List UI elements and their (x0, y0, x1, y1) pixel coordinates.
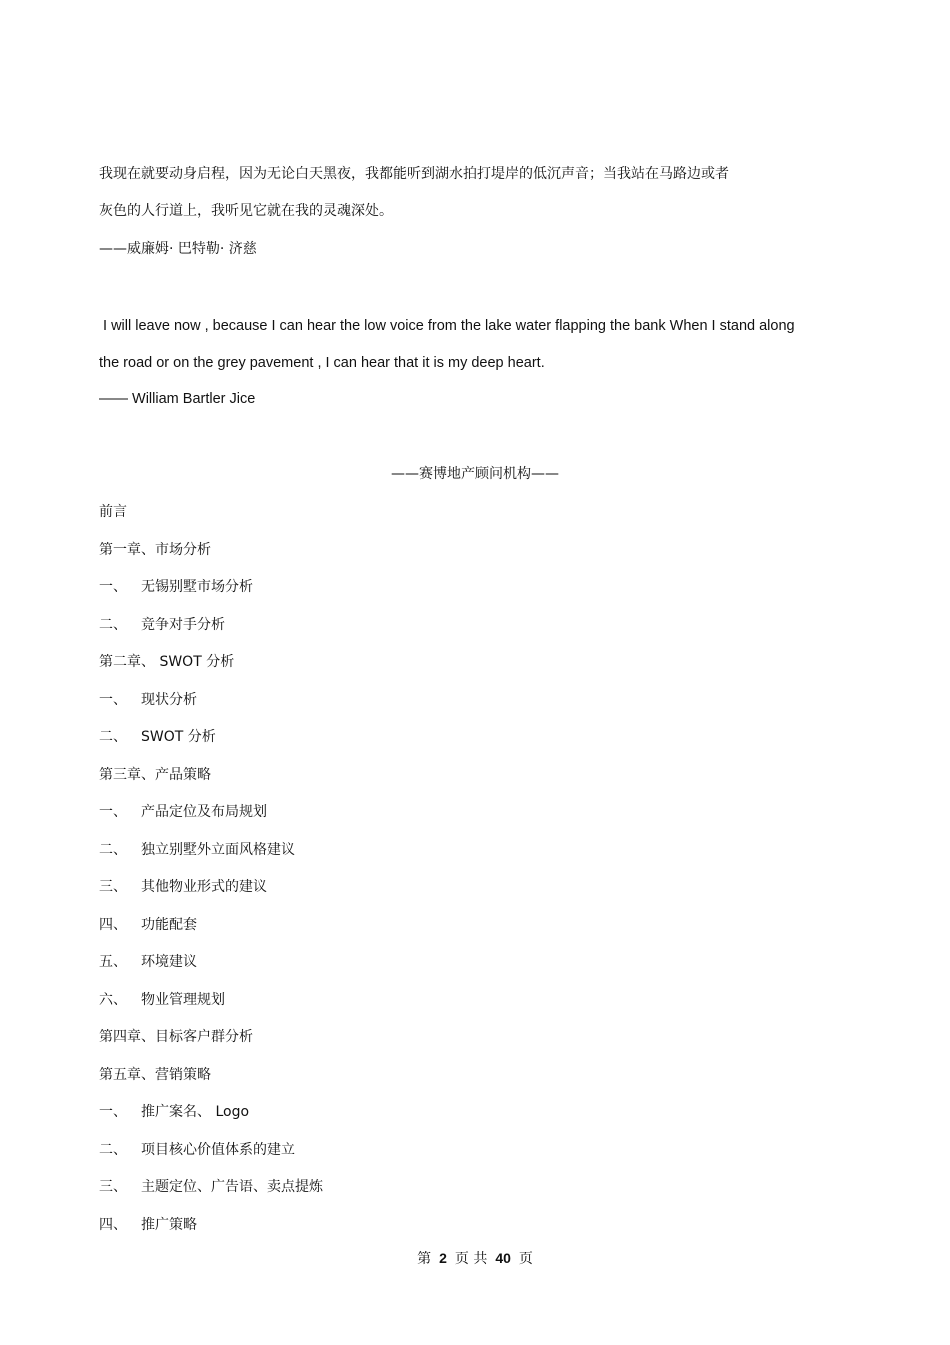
toc-item-text: 前言 (99, 504, 127, 520)
footer-page-number: 2 (439, 1250, 447, 1266)
toc-item-text: 现状分析 (141, 692, 197, 708)
toc-item-number: 四、 (99, 917, 127, 933)
toc-item-text: 推广案名、 Logo (141, 1104, 250, 1120)
toc-item-number: 三、 (99, 1179, 127, 1195)
toc-item (99, 541, 211, 559)
toc-item-text: 环境建议 (141, 954, 197, 970)
toc-item-text: 第四章、目标客户群分析 (99, 1029, 253, 1045)
toc-item (99, 1103, 249, 1121)
toc-item-number: 二、 (99, 729, 127, 745)
toc-item-text: SWOT 分析 (141, 729, 216, 745)
toc-item-text: 产品定位及布局规划 (141, 804, 267, 820)
quote-cn-author: ——威廉姆· 巴特勒· 济慈 (99, 241, 257, 257)
toc-item-text: 推广策略 (141, 1217, 197, 1233)
toc-item (99, 1028, 253, 1046)
toc-item-number: 二、 (99, 1142, 127, 1158)
toc-item (99, 1066, 211, 1084)
toc-item (99, 1216, 197, 1234)
toc-item-number: 四、 (99, 1217, 127, 1233)
toc-item-number: 五、 (99, 954, 127, 970)
footer-mid: 页 共 (454, 1251, 488, 1267)
toc-item-number: 二、 (99, 617, 127, 633)
toc-item (99, 803, 267, 821)
toc-item-text: 独立别墅外立面风格建议 (141, 842, 295, 858)
page-footer (0, 1249, 950, 1268)
footer-total-pages: 40 (495, 1250, 511, 1266)
toc-item (99, 766, 211, 784)
toc-item-text: 第二章、 SWOT 分析 (99, 654, 235, 670)
toc-item-text: 功能配套 (141, 917, 197, 933)
organization-name: ——赛博地产顾问机构—— (391, 466, 559, 482)
toc-item (99, 878, 267, 896)
quote-cn-line-2: 灰色的人行道上，我听见它就在我的灵魂深处。 (99, 203, 393, 219)
toc-item (99, 953, 197, 971)
toc-item (99, 503, 127, 521)
footer-prefix: 第 (417, 1251, 432, 1267)
toc-item-number: 三、 (99, 879, 127, 895)
toc-item-text: 主题定位、广告语、卖点提炼 (141, 1179, 323, 1195)
quote-en-line-2: the road or on the grey pavement , I can hear that it is my deep heart. (99, 355, 545, 371)
toc-item (99, 728, 216, 746)
toc-item (99, 916, 197, 934)
quote-en-line-1: I will leave now , because I can hear the low voice from the lake water flapping the bank When I stand along (99, 318, 795, 334)
toc-item (99, 1141, 295, 1159)
toc-item-text: 竞争对手分析 (141, 617, 225, 633)
toc-item-number: 二、 (99, 842, 127, 858)
toc-item (99, 991, 225, 1009)
toc-item-text: 无锡别墅市场分析 (141, 579, 253, 595)
toc-item (99, 1178, 323, 1196)
quote-cn-line-1: 我现在就要动身启程，因为无论白天黑夜，我都能听到湖水拍打堤岸的低沉声音；当我站在马路边或者 (99, 166, 729, 182)
toc-item (99, 616, 225, 634)
toc-item (99, 691, 197, 709)
toc-item (99, 841, 295, 859)
toc-item (99, 653, 234, 671)
toc-item-text: 项目核心价值体系的建立 (141, 1142, 295, 1158)
footer-suffix: 页 (518, 1251, 533, 1267)
toc-item-text: 其他物业形式的建议 (141, 879, 267, 895)
toc-item-number: 六、 (99, 992, 127, 1008)
toc-item-number: 一、 (99, 804, 127, 820)
toc-item-number: 一、 (99, 692, 127, 708)
quote-en-author: —— William Bartler Jice (99, 391, 256, 407)
toc-item-text: 物业管理规划 (141, 992, 225, 1008)
toc-item-number: 一、 (99, 579, 127, 595)
toc-item-text: 第一章、市场分析 (99, 542, 211, 558)
toc-item-text: 第三章、产品策略 (99, 767, 211, 783)
toc-item-text: 第五章、营销策略 (99, 1067, 211, 1083)
toc-item (99, 578, 253, 596)
toc-item-number: 一、 (99, 1104, 127, 1120)
